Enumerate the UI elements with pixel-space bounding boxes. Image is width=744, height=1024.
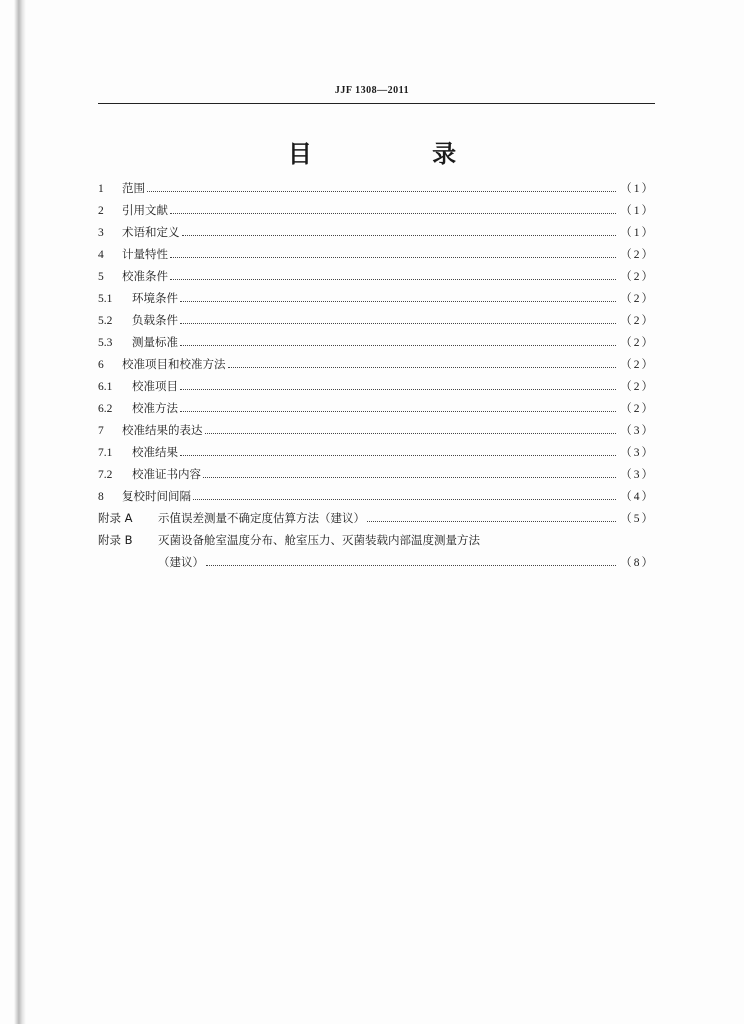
toc-number: 6	[98, 359, 104, 371]
toc-entry-6-1[interactable]	[98, 378, 655, 400]
toc-page: （8）	[620, 557, 655, 569]
toc-leader	[182, 235, 617, 236]
toc-leader	[180, 301, 616, 302]
toc-number: 5.3	[98, 337, 113, 349]
toc-entry-2[interactable]	[98, 202, 655, 224]
toc-title: 校准方法	[132, 401, 178, 415]
toc-number: 6.1	[98, 381, 113, 393]
toc-entry-5-1[interactable]	[98, 290, 655, 312]
toc-leader	[170, 213, 616, 214]
toc-title: 校准项目和校准方法	[122, 357, 226, 371]
toc-entry-3[interactable]	[98, 224, 655, 246]
toc-entry-8[interactable]	[98, 488, 655, 510]
toc-entry-7-1[interactable]	[98, 444, 655, 466]
toc-page: （4）	[620, 491, 655, 503]
toc-entry-appendix-b-continued[interactable]	[98, 554, 655, 576]
header-rule	[98, 103, 655, 104]
toc-number: 5.2	[98, 315, 113, 327]
toc-entry-7[interactable]	[98, 422, 655, 444]
toc-page: （5）	[620, 513, 655, 525]
toc-entry-5[interactable]	[98, 268, 655, 290]
toc-page: （2）	[620, 271, 655, 283]
toc-page: （1）	[620, 183, 655, 195]
toc-title: 复校时间间隔	[122, 489, 191, 503]
toc-entry-1[interactable]	[98, 180, 655, 202]
toc-number: 1	[98, 183, 104, 195]
toc-leader	[203, 477, 616, 478]
toc-leader	[228, 367, 617, 368]
toc-title: 校准项目	[132, 379, 178, 393]
toc-leader	[180, 323, 616, 324]
page-title: 目 录	[287, 140, 513, 168]
toc-entry-7-2[interactable]	[98, 466, 655, 488]
toc-page: （2）	[620, 381, 655, 393]
toc-number: 7.1	[98, 447, 113, 459]
toc-title: 计量特性	[122, 247, 168, 261]
toc-title: 引用文献	[122, 203, 168, 217]
toc-entry-6-2[interactable]	[98, 400, 655, 422]
toc-page: （2）	[620, 359, 655, 371]
toc-entry-4[interactable]	[98, 246, 655, 268]
toc-leader	[170, 257, 616, 258]
toc-number: 7.2	[98, 469, 113, 481]
toc-number: 附录 B	[98, 533, 133, 547]
toc-number: 4	[98, 249, 104, 261]
toc-number: 2	[98, 205, 104, 217]
toc-title: 示值误差测量不确定度估算方法（建议）	[158, 511, 365, 525]
toc-number: 5.1	[98, 293, 113, 305]
toc-leader	[205, 433, 617, 434]
toc-page: （3）	[620, 447, 655, 459]
toc-title: 校准结果	[132, 445, 178, 459]
toc-title-continued: （建议）	[158, 555, 204, 569]
toc-entry-appendix-b[interactable]	[98, 532, 655, 554]
toc-entry-5-3[interactable]	[98, 334, 655, 356]
toc-number: 6.2	[98, 403, 113, 415]
toc-leader	[206, 565, 616, 566]
toc-leader	[367, 521, 616, 522]
toc-title: 负载条件	[132, 313, 178, 327]
toc-leader	[180, 345, 616, 346]
toc-number: 3	[98, 227, 104, 239]
toc-title: 校准证书内容	[132, 467, 201, 481]
toc-number: 8	[98, 491, 104, 503]
toc-page: （3）	[620, 469, 655, 481]
toc-page: （3）	[620, 425, 655, 437]
toc-page: （2）	[620, 337, 655, 349]
toc-page: （2）	[620, 293, 655, 305]
toc-number: 附录 A	[98, 511, 133, 525]
toc-number: 7	[98, 425, 104, 437]
toc-entry-5-2[interactable]	[98, 312, 655, 334]
toc-title: 校准条件	[122, 269, 168, 283]
toc-leader	[180, 455, 616, 456]
toc-page: （2）	[620, 315, 655, 327]
toc-title: 测量标准	[132, 335, 178, 349]
toc-page: （2）	[620, 403, 655, 415]
toc-number: 5	[98, 271, 104, 283]
table-of-contents	[98, 180, 655, 576]
toc-entry-appendix-a[interactable]	[98, 510, 655, 532]
standard-code: JJF 1308—2011	[334, 85, 410, 96]
toc-title: 环境条件	[132, 291, 178, 305]
toc-title: 灭菌设备舱室温度分布、舱室压力、灭菌装载内部温度测量方法	[158, 533, 480, 547]
toc-page: （2）	[620, 249, 655, 261]
toc-title: 术语和定义	[122, 225, 180, 239]
toc-leader	[193, 499, 616, 500]
toc-leader	[180, 389, 616, 390]
toc-leader	[170, 279, 616, 280]
toc-title: 校准结果的表达	[122, 423, 203, 437]
toc-entry-6[interactable]	[98, 356, 655, 378]
toc-title: 范围	[122, 181, 145, 195]
toc-page: （1）	[620, 227, 655, 239]
toc-page: （1）	[620, 205, 655, 217]
toc-leader	[180, 411, 616, 412]
toc-leader	[147, 191, 616, 192]
